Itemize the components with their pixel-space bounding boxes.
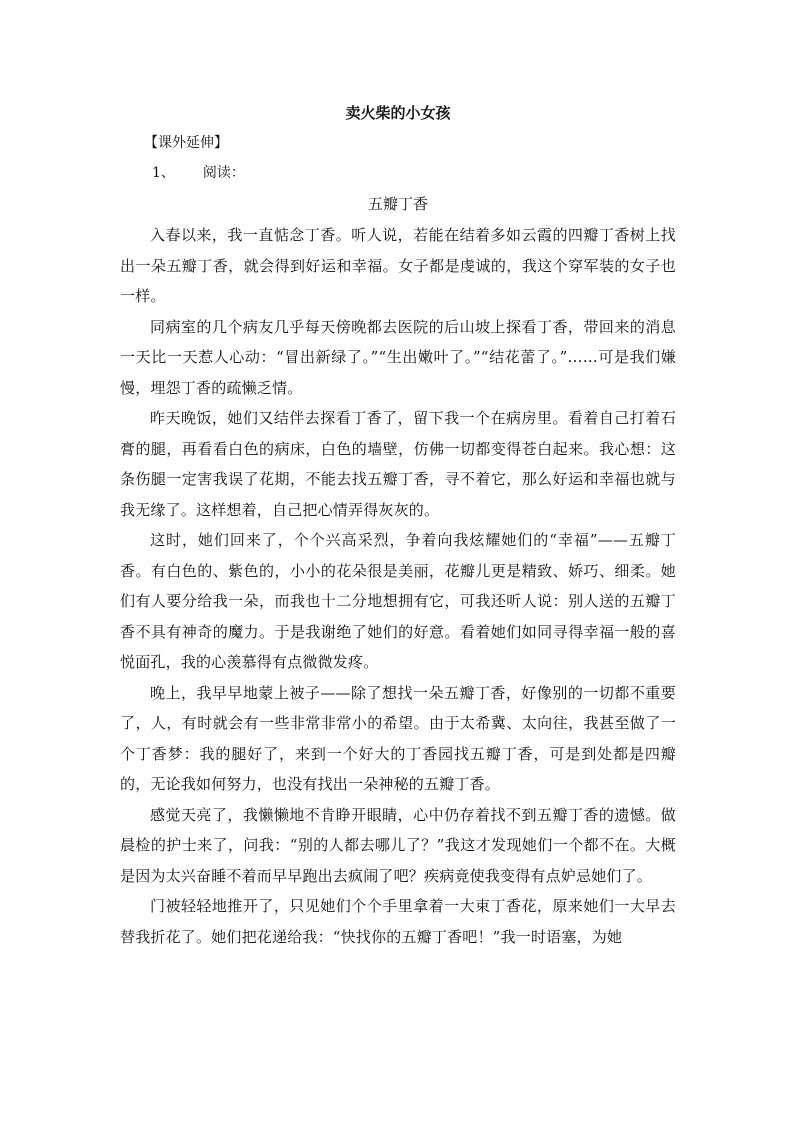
article-title: 五瓣丁香 — [367, 195, 428, 213]
document-title: 卖火柴的小女孩 — [345, 104, 451, 122]
paragraph-4: 这时，她们回来了，个个兴高采烈，争着向我炫耀她们的“幸福”——五瓣丁香。有白色的、紫色的，小小的花朵很是美丽，花瓣儿更是精致、娇巧、细柔。她们有人要分给我一朵，而我也十二分地想拥有它，可我还听人说：别人送的五瓣丁香不具有神奇的魔力。于是我谢绝了她们的好意。看着她们如同寻得幸福一般的喜悦面孔，我的心羡慕得有点微微发疼。 — [120, 531, 676, 671]
question-line — [120, 158, 676, 188]
section-label: 【课外延伸】 — [144, 135, 228, 151]
paragraph-5: 晚上，我早早地蒙上被子——除了想找一朵五瓣丁香，好像别的一切都不重要了，人，有时就会有一些非常非常小的希望。由于太希冀、太向往，我甚至做了一个丁香梦：我的腿好了，来到一个好大的丁香园找五瓣丁香，可是到处都是四瓣的，无论我如何努力，也没有找出一朵神秘的五瓣丁香。 — [120, 683, 676, 793]
question-number: 1、 — [152, 165, 175, 181]
document-page — [120, 98, 676, 952]
paragraph-3: 昨天晚饭，她们又结伴去探看丁香了，留下我一个在病房里。看着自己打着石膏的腿，再看看白色的病床，白色的墙壁，仿佛一切都变得苍白起来。我心想：这条伤腿一定害我误了花期，不能去找五瓣丁香，寻不着它，那么好运和幸福也就与我无缘了。这样想着，自己把心情弄得灰灰的。 — [120, 409, 676, 519]
paragraph-2: 同病室的几个病友几乎每天傍晚都去医院的后山坡上探看丁香，带回来的消息一天比一天惹人心动：“冒出新绿了。”“生出嫩叶了。”“结花蕾了。”……可是我们嫌慢，埋怨丁香的疏懒乏情。 — [120, 317, 676, 397]
paragraph-1: 入春以来，我一直惦念丁香。听人说，若能在结着多如云霞的四瓣丁香树上找出一朵五瓣丁香，就会得到好运和幸福。女子都是虔诚的，我这个穿军装的女子也一样。 — [120, 226, 676, 305]
paragraph-6: 感觉天亮了，我懒懒地不肯睁开眼睛，心中仍存着找不到五瓣丁香的遗憾。做晨检的护士来了，问我：“别的人都去哪儿了？”我这才发现她们一个都不在。大概是因为太兴奋睡不着而早早跑出去疯闹了吧？疾病竟使我变得有点妒忌她们了。 — [120, 805, 676, 885]
question-text: 阅读： — [202, 165, 245, 181]
paragraph-7: 门被轻轻地推开了，只见她们个个手里拿着一大束丁香花，原来她们一大早去替我折花了。她们把花递给我：“快找你的五瓣丁香吧！”我一时语塞，为她 — [120, 897, 676, 946]
